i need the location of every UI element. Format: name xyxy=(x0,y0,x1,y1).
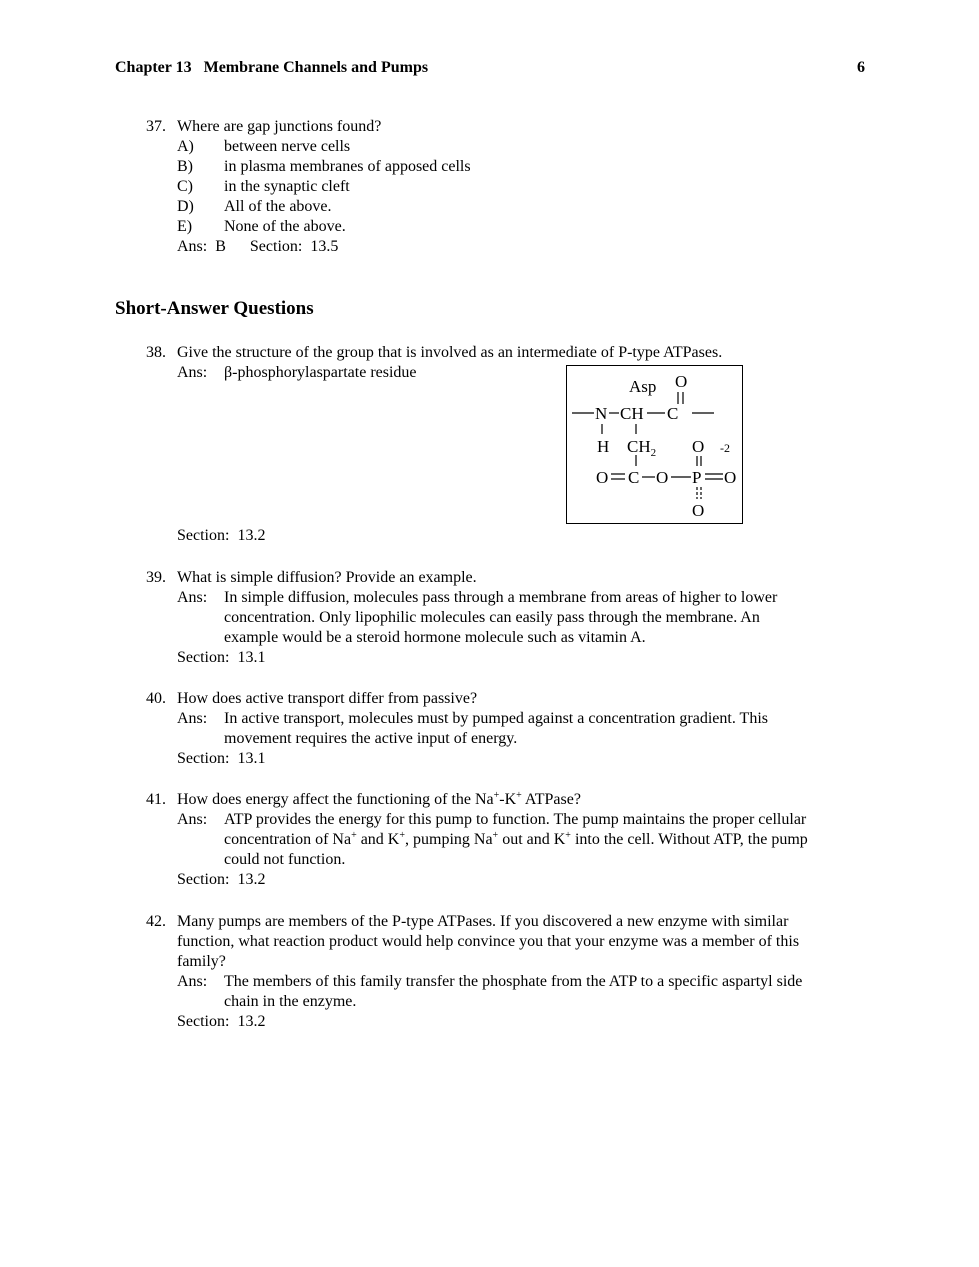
section-label: Section: xyxy=(177,871,230,888)
section-value: 13.5 xyxy=(310,238,339,255)
question-number: 41. xyxy=(146,791,166,808)
section-label: Section: xyxy=(249,238,303,255)
question-number: 40. xyxy=(146,690,166,707)
question-text: How does active transport differ from passive? xyxy=(177,690,478,707)
option-text: All of the above. xyxy=(224,198,332,215)
section-line xyxy=(177,648,867,668)
option-b xyxy=(177,157,867,177)
oxygen-right-label: O xyxy=(724,468,737,487)
question-text: Where are gap junctions found? xyxy=(177,118,382,135)
phosphorus-label: P xyxy=(692,468,702,487)
question-number: 42. xyxy=(146,913,166,930)
answer-label: Ans: xyxy=(177,811,208,828)
option-text: between nerve cells xyxy=(224,138,351,155)
option-text: in the synaptic cleft xyxy=(224,178,350,195)
option-letter: B) xyxy=(177,158,193,175)
answer-block xyxy=(177,810,867,870)
option-e xyxy=(177,217,867,237)
answer-line-3: could not function. xyxy=(224,851,346,868)
asp-label: Asp xyxy=(629,377,657,396)
option-letter: D) xyxy=(177,198,194,215)
nitrogen-label: N xyxy=(595,404,608,423)
section-label: Section: xyxy=(177,527,230,544)
answer-label: Ans: xyxy=(177,238,208,255)
section-line xyxy=(177,526,265,546)
answer-line-2: concentration of Na+ and K+, pumping Na+ out and K+ into the cell. Without ATP, the pump xyxy=(224,830,808,848)
answer-block xyxy=(177,709,867,749)
carbon-label: C xyxy=(667,404,679,423)
question-line-2: function, what reaction product would help convince you that your enzyme was a member of this xyxy=(177,933,800,950)
section-line xyxy=(177,749,867,769)
answer-value: B xyxy=(215,238,226,255)
section-heading: Short-Answer Questions xyxy=(115,298,314,319)
question-number: 39. xyxy=(146,569,166,586)
section-value: 13.2 xyxy=(237,1013,266,1030)
answer-line-2: chain in the enzyme. xyxy=(224,993,357,1010)
option-letter: C) xyxy=(177,178,193,195)
ch2-label: $CH_2$ xyxy=(627,437,657,459)
phosphoryl-oxygen-label: O xyxy=(692,437,705,456)
bridge-oxygen-label: O xyxy=(656,468,669,487)
answer-line-2: movement requires the active input of energy. xyxy=(224,730,518,747)
carbonyl-oxygen-label: O xyxy=(675,372,688,391)
page-header xyxy=(115,58,865,78)
section-line xyxy=(177,1012,867,1032)
section-label: Section: xyxy=(177,1013,230,1030)
section-line xyxy=(177,870,867,890)
answer-line-1: The members of this family transfer the phosphate from the ATP to a specific aspartyl side xyxy=(224,973,803,990)
section-label: Section: xyxy=(177,750,230,767)
section-value: 13.1 xyxy=(237,750,266,767)
question-line-1: Many pumps are members of the P-type ATPases. If you discovered a new enzyme with similar xyxy=(177,913,789,930)
structure-drawing xyxy=(567,366,744,525)
question-number: 38. xyxy=(146,344,166,361)
question-text: What is simple diffusion? Provide an example. xyxy=(177,569,477,586)
question-text: Give the structure of the group that is involved as an intermediate of P-type ATPases. xyxy=(177,344,723,361)
answer-line xyxy=(177,237,867,257)
ch-label: CH xyxy=(620,404,644,423)
answer-line-1: In simple diffusion, molecules pass through a membrane from areas of higher to lower xyxy=(224,589,778,606)
answer-line-3: example would be a steroid hormone molecule such as vitamin A. xyxy=(224,629,646,646)
option-d xyxy=(177,197,867,217)
answer-label: Ans: xyxy=(177,589,208,606)
answer-block xyxy=(177,363,867,383)
answer-line-1: ATP provides the energy for this pump to function. The pump maintains the proper cellular xyxy=(224,811,807,828)
carboxyl-carbon-label: C xyxy=(628,468,640,487)
answer-label: Ans: xyxy=(177,710,208,727)
section-value: 13.1 xyxy=(237,649,266,666)
phosphorylaspartate-structure xyxy=(566,365,743,524)
oxygen-bottom-label: O xyxy=(692,501,705,520)
charge-label: -2 xyxy=(720,441,730,455)
section-value: 13.2 xyxy=(237,527,266,544)
question-line-3: family? xyxy=(177,953,226,970)
option-a xyxy=(177,137,867,157)
answer-text: β-phosphorylaspartate residue xyxy=(224,364,417,381)
option-c xyxy=(177,177,867,197)
page-number: 6 xyxy=(857,59,865,76)
answer-block xyxy=(177,972,867,1012)
answer-label: Ans: xyxy=(177,364,208,381)
section-value: 13.2 xyxy=(237,871,266,888)
option-letter: E) xyxy=(177,218,193,235)
answer-block xyxy=(177,588,867,648)
answer-line-2: concentration. Only lipophilic molecules can easily pass through the membrane. An xyxy=(224,609,760,626)
option-letter: A) xyxy=(177,138,194,155)
section-label: Section: xyxy=(177,649,230,666)
answer-line-1: In active transport, molecules must by pumped against a concentration gradient. This xyxy=(224,710,768,727)
question-number: 37. xyxy=(146,118,166,135)
question-text: How does energy affect the functioning of the Na+-K+ ATPase? xyxy=(177,790,581,808)
option-text: None of the above. xyxy=(224,218,346,235)
oxygen-left-label: O xyxy=(596,468,609,487)
chapter-title: Chapter 13 Membrane Channels and Pumps xyxy=(115,59,429,76)
option-text: in plasma membranes of apposed cells xyxy=(224,158,471,175)
hydrogen-label: H xyxy=(597,437,610,456)
answer-label: Ans: xyxy=(177,973,208,990)
